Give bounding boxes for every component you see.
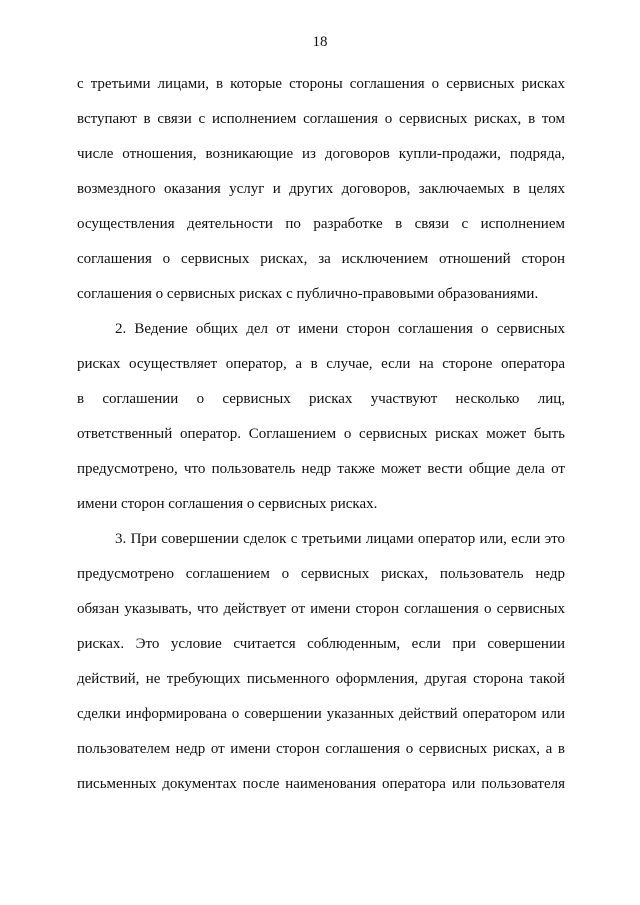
text-line: ответственный оператор. Соглашением о сервисных рисках может быть xyxy=(77,426,565,442)
text-line: обязан указывать, что действует от имени сторон соглашения о сервисных xyxy=(77,601,565,617)
text-line: сделки информирована о совершении указанных действий оператором или xyxy=(77,706,565,722)
text-line: соглашения о сервисных рисках с публично-правовыми образованиями. xyxy=(77,286,539,302)
text-line: 3. При совершении сделок с третьими лицами оператор или, если это xyxy=(115,531,565,547)
text-line: с третьими лицами, в которые стороны соглашения о сервисных рисках xyxy=(77,76,565,92)
page-number: 18 xyxy=(312,34,328,50)
text-line: действий, не требующих письменного оформления, другая сторона такой xyxy=(77,671,565,687)
text-line: рисках осуществляет оператор, а в случае, если на стороне оператора xyxy=(77,356,565,372)
text-line: возмездного оказания услуг и других договоров, заключаемых в целях xyxy=(77,181,565,197)
text-line: предусмотрено соглашением о сервисных рисках, пользователь недр xyxy=(77,566,565,582)
text-line: в соглашении о сервисных рисках участвуют несколько лиц, xyxy=(77,391,565,407)
text-line: предусмотрено, что пользователь недр также может вести общие дела от xyxy=(77,461,565,477)
text-line: соглашения о сервисных рисках, за исключением отношений сторон xyxy=(77,251,565,267)
text-line: вступают в связи с исполнением соглашения о сервисных рисках, в том xyxy=(77,111,565,127)
text-line: имени сторон соглашения о сервисных рисках. xyxy=(77,496,378,512)
text-line: 2. Ведение общих дел от имени сторон соглашения о сервисных xyxy=(115,321,565,337)
text-line: числе отношения, возникающие из договоров купли-продажи, подряда, xyxy=(77,146,565,162)
text-line: пользователем недр от имени сторон соглашения о сервисных рисках, а в xyxy=(77,741,565,757)
text-line: рисках. Это условие считается соблюденным, если при совершении xyxy=(77,636,565,652)
text-line: осуществления деятельности по разработке в связи с исполнением xyxy=(77,216,565,232)
text-line: письменных документах после наименования оператора или пользователя xyxy=(77,776,565,792)
